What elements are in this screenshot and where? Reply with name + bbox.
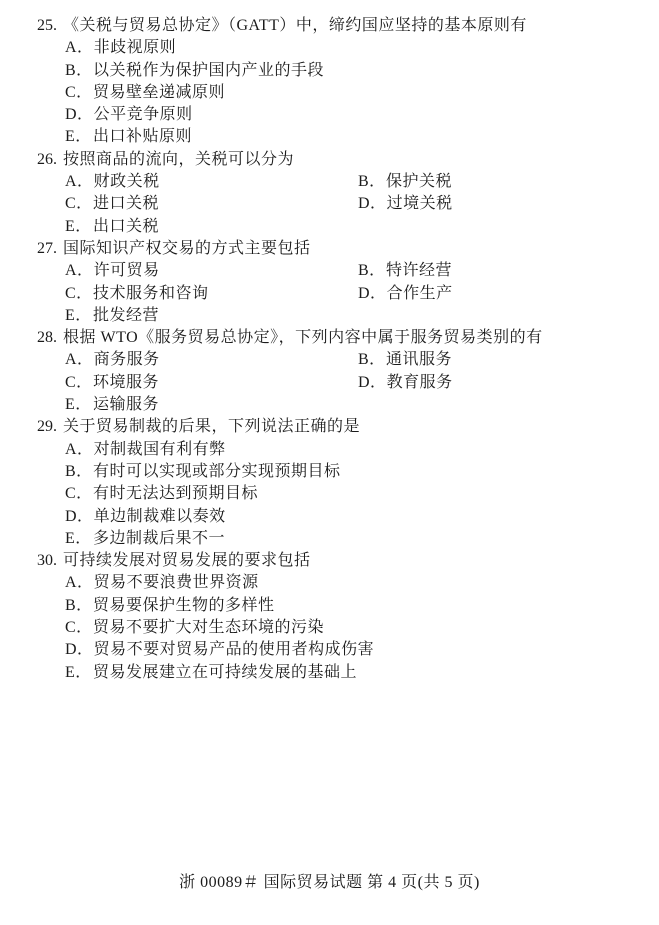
option-label: C．	[65, 373, 93, 391]
option-line	[0, 572, 659, 594]
option-text: 特许经营	[386, 262, 453, 280]
question-29	[0, 416, 659, 550]
option-text: 贸易不要浪费世界资源	[93, 574, 259, 592]
option-c	[65, 283, 358, 305]
option-line	[0, 372, 659, 394]
question-number: 29.	[37, 418, 57, 436]
option-line	[0, 171, 659, 193]
option-line	[0, 126, 659, 148]
option-text: 有时可以实现或部分实现预期目标	[93, 462, 341, 480]
page-footer: 浙 00089＃ 国际贸易试题 第 4 页(共 5 页)	[179, 874, 480, 891]
option-line	[0, 349, 659, 371]
option-label: D．	[358, 373, 387, 391]
option-label: A．	[65, 574, 94, 592]
option-label: D．	[65, 507, 94, 525]
option-text: 出口补贴原则	[93, 128, 193, 146]
option-e	[65, 307, 159, 324]
option-label: A．	[65, 39, 94, 57]
option-label: A．	[65, 173, 94, 191]
question-stem: 国际知识产权交易的方式主要包括	[63, 239, 311, 257]
option-line	[0, 617, 659, 639]
question-25	[0, 15, 659, 149]
option-line	[0, 260, 659, 282]
option-c	[65, 619, 324, 636]
option-d	[358, 195, 453, 212]
option-text: 批发经营	[93, 306, 160, 324]
option-text: 贸易要保护生物的多样性	[93, 596, 275, 614]
question-stem-line	[0, 238, 659, 260]
question-stem: 《关税与贸易总协定》（GATT）中，缔约国应坚持的基本原则有	[63, 17, 527, 34]
option-text: 对制裁国有利有弊	[93, 440, 226, 458]
option-label: C．	[65, 284, 93, 302]
option-text: 保护关税	[386, 173, 453, 191]
option-e	[65, 664, 357, 681]
question-stem: 按照商品的流向，关税可以分为	[63, 150, 295, 168]
option-line	[0, 639, 659, 661]
option-text: 运输服务	[93, 396, 160, 414]
option-text: 技术服务和咨询	[93, 284, 209, 302]
option-label: E．	[65, 663, 92, 681]
option-b	[358, 262, 452, 279]
option-text: 非歧视原则	[93, 39, 177, 57]
option-a	[65, 39, 176, 56]
option-line	[0, 394, 659, 416]
option-text: 环境服务	[93, 373, 160, 391]
option-line	[0, 461, 659, 483]
option-e	[65, 396, 159, 413]
option-text: 以关税作为保护国内产业的手段	[93, 61, 325, 79]
option-label: E．	[65, 396, 92, 414]
option-line	[0, 305, 659, 327]
option-c	[65, 193, 358, 215]
question-stem-line	[0, 416, 659, 438]
option-label: D．	[65, 106, 94, 124]
option-label: B．	[65, 462, 93, 480]
option-text: 进口关税	[93, 195, 160, 213]
option-label: B．	[65, 596, 93, 614]
question-30	[0, 550, 659, 684]
option-b	[65, 597, 275, 614]
question-27	[0, 238, 659, 327]
option-line	[0, 104, 659, 126]
option-label: A．	[65, 262, 94, 280]
option-line	[0, 662, 659, 684]
option-text: 贸易壁垒递减原则	[93, 83, 226, 101]
option-e	[65, 128, 192, 145]
option-d	[65, 508, 226, 525]
option-a	[65, 260, 358, 282]
option-d	[358, 285, 453, 302]
option-line	[0, 528, 659, 550]
option-text: 有时无法达到预期目标	[93, 485, 259, 503]
option-line	[0, 439, 659, 461]
question-stem: 可持续发展对贸易发展的要求包括	[63, 552, 311, 570]
option-text: 贸易发展建立在可持续发展的基础上	[93, 663, 358, 681]
option-c	[65, 84, 225, 101]
option-label: C．	[65, 619, 93, 637]
option-text: 贸易不要扩大对生态环境的污染	[93, 619, 325, 637]
option-label: C．	[65, 485, 93, 503]
option-a	[65, 349, 358, 371]
option-label: C．	[65, 83, 93, 101]
question-number: 28.	[37, 329, 57, 347]
option-c	[65, 485, 258, 502]
option-text: 公平竞争原则	[93, 106, 193, 124]
option-b	[358, 173, 452, 190]
question-stem: 关于贸易制裁的后果，下列说法正确的是	[63, 418, 361, 436]
question-28	[0, 327, 659, 416]
option-b	[65, 62, 324, 79]
option-label: C．	[65, 195, 93, 213]
option-text: 合作生产	[386, 284, 453, 302]
option-text: 贸易不要对贸易产品的使用者构成伤害	[93, 641, 375, 659]
option-d	[358, 374, 453, 391]
question-stem-line	[0, 149, 659, 171]
option-d	[65, 641, 374, 658]
question-number: 26.	[37, 150, 57, 168]
option-text: 单边制裁难以奏效	[93, 507, 226, 525]
option-text: 出口关税	[93, 217, 160, 235]
option-label: A．	[65, 440, 94, 458]
option-line	[0, 283, 659, 305]
option-label: E．	[65, 529, 92, 547]
option-e	[65, 218, 159, 235]
option-e	[65, 530, 225, 547]
option-label: B．	[358, 351, 386, 369]
option-text: 通讯服务	[386, 351, 453, 369]
option-text: 多边制裁后果不一	[93, 529, 226, 547]
option-label: B．	[358, 262, 386, 280]
option-line	[0, 37, 659, 59]
option-text: 财政关税	[93, 173, 160, 191]
option-a	[65, 574, 259, 591]
question-number: 30.	[37, 552, 57, 570]
question-stem-line	[0, 550, 659, 572]
option-line	[0, 483, 659, 505]
option-label: D．	[358, 195, 387, 213]
option-line	[0, 193, 659, 215]
option-label: B．	[65, 61, 93, 79]
question-26	[0, 149, 659, 238]
option-line	[0, 82, 659, 104]
option-label: E．	[65, 128, 92, 146]
question-stem-line	[0, 15, 659, 37]
option-a	[65, 171, 358, 193]
question-stem-line	[0, 327, 659, 349]
option-d	[65, 106, 193, 123]
option-b	[65, 463, 341, 480]
option-text: 商务服务	[93, 351, 160, 369]
option-line	[0, 216, 659, 238]
question-stem: 根据 WTO《服务贸易总协定》，下列内容中属于服务贸易类别的有	[63, 329, 543, 347]
option-label: D．	[65, 641, 94, 659]
option-a	[65, 441, 226, 458]
option-text: 教育服务	[386, 373, 453, 391]
question-number: 25.	[37, 17, 57, 34]
option-line	[0, 595, 659, 617]
option-label: E．	[65, 217, 92, 235]
option-label: A．	[65, 351, 94, 369]
option-b	[358, 351, 452, 368]
question-number: 27.	[37, 239, 57, 257]
exam-questions	[0, 15, 659, 684]
option-line	[0, 506, 659, 528]
option-text: 许可贸易	[93, 262, 160, 280]
option-text: 过境关税	[386, 195, 453, 213]
option-label: D．	[358, 284, 387, 302]
option-line	[0, 60, 659, 82]
option-c	[65, 372, 358, 394]
option-label: E．	[65, 306, 92, 324]
option-label: B．	[358, 173, 386, 191]
